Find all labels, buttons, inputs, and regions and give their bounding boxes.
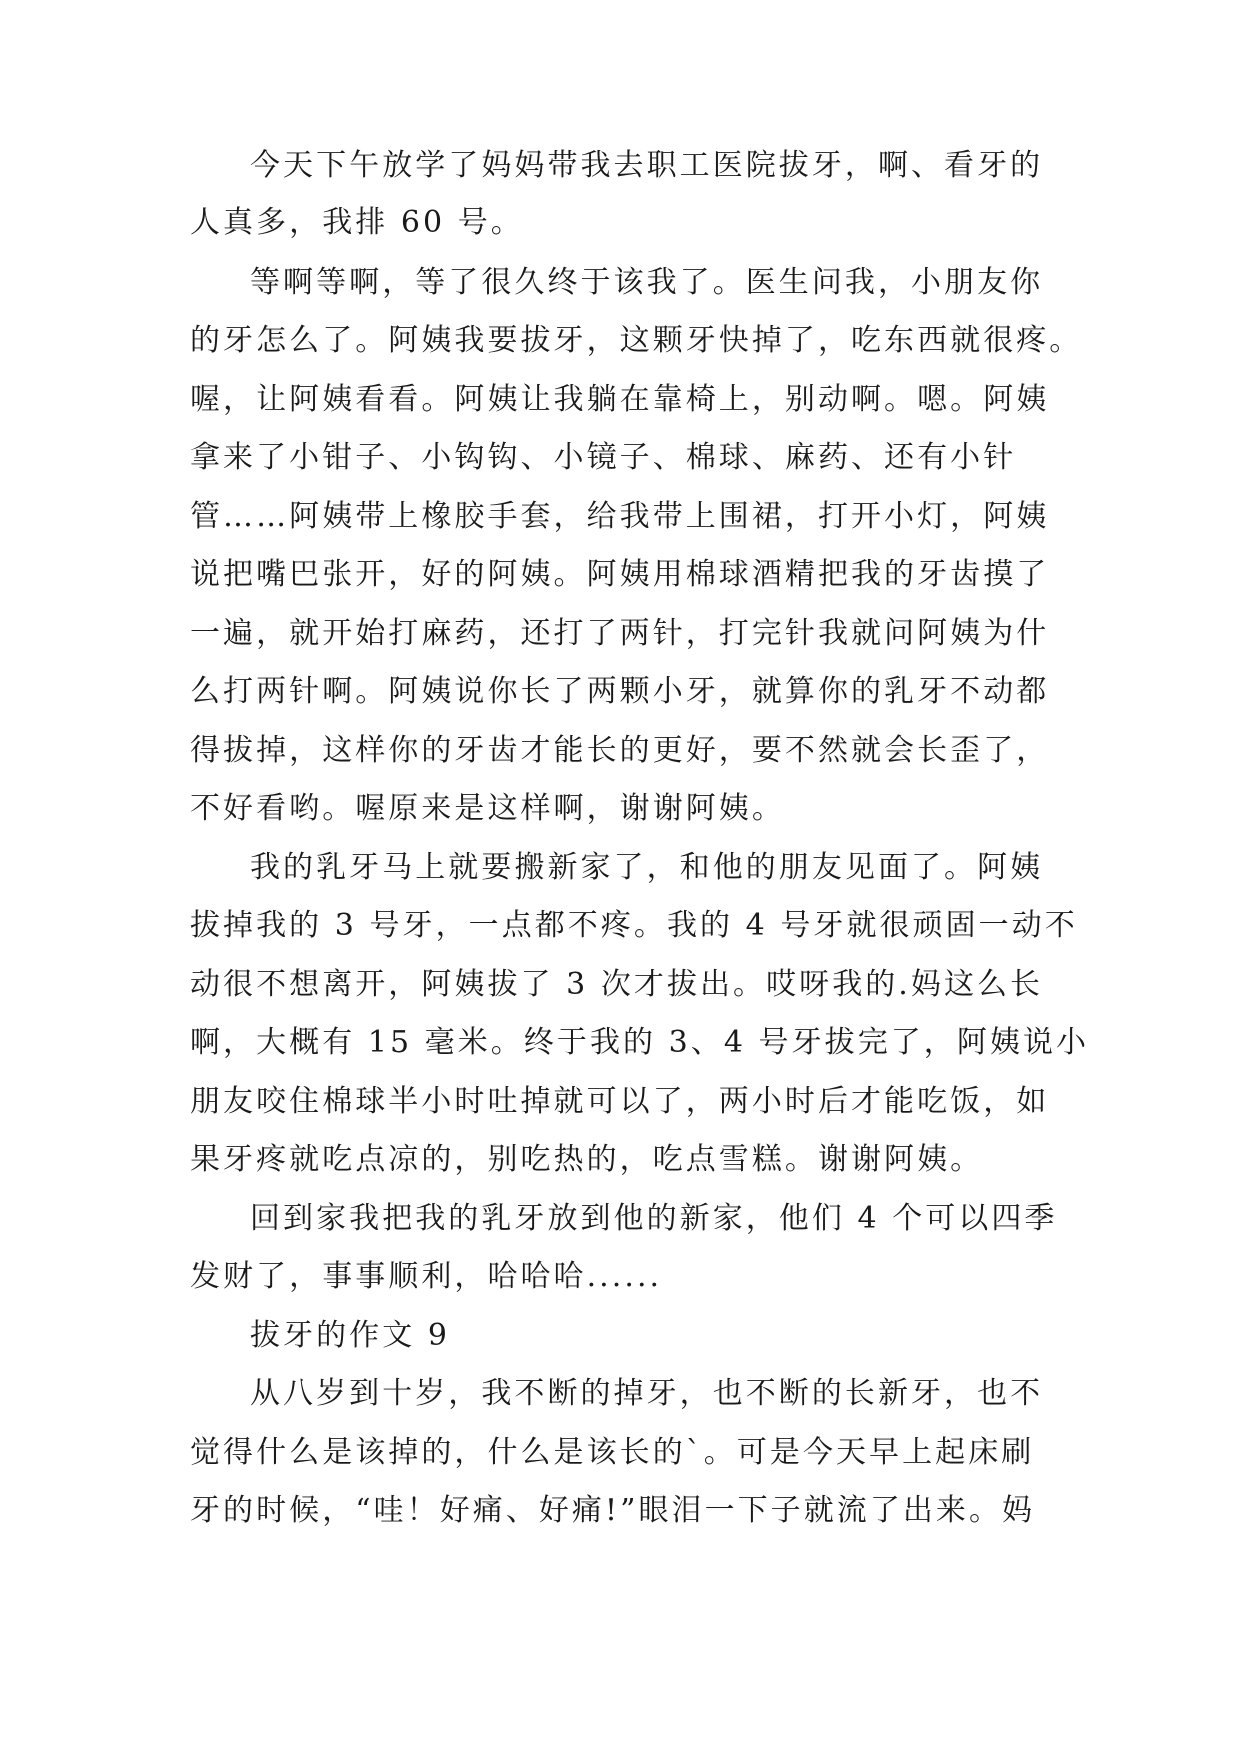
text-line: 牙的时候，“哇！好痛、好痛!”眼泪一下子就流了出来。妈 bbox=[190, 1493, 1036, 1528]
text-line: 果牙疼就吃点凉的，别吃热的，吃点雪糕。谢谢阿姨。 bbox=[190, 1142, 984, 1177]
text-line: 觉得什么是该掉的，什么是该长的`。可是今天早上起床刷 bbox=[190, 1435, 1035, 1470]
text-line: 发财了，事事顺利，哈哈哈...... bbox=[190, 1259, 663, 1294]
text-line: 人真多，我排 60 号。 bbox=[190, 205, 524, 240]
text-line: 拔掉我的 3 号牙，一点都不疼。我的 4 号牙就很顽固一动不 bbox=[190, 908, 1078, 943]
text-line: 回到家我把我的乳牙放到他的新家，他们 4 个可以四季 bbox=[250, 1201, 1058, 1236]
essay-title: 拔牙的作文 9 bbox=[250, 1318, 450, 1353]
text-line: 说把嘴巴张开，好的阿姨。阿姨用棉球酒精把我的牙齿摸了 bbox=[190, 557, 1050, 592]
text-line: 拿来了小钳子、小钩钩、小镜子、棉球、麻药、还有小针 bbox=[190, 440, 1017, 475]
text-line: 喔，让阿姨看看。阿姨让我躺在靠椅上，别动啊。嗯。阿姨 bbox=[190, 382, 1050, 417]
text-line: 啊，大概有 15 毫米。终于我的 3、4 号牙拔完了，阿姨说小 bbox=[190, 1025, 1090, 1060]
text-line: 等啊等啊，等了很久终于该我了。医生问我，小朋友你 bbox=[250, 265, 1044, 300]
text-line: 今天下午放学了妈妈带我去职工医院拔牙，啊、看牙的 bbox=[250, 148, 1044, 183]
text-line: 管……阿姨带上橡胶手套，给我带上围裙，打开小灯，阿姨 bbox=[190, 499, 1050, 534]
text-line: 动很不想离开，阿姨拔了 3 次才拔出。哎呀我的.妈这么长 bbox=[190, 967, 1044, 1002]
text-line: 得拔掉，这样你的牙齿才能长的更好，要不然就会长歪了， bbox=[190, 733, 1050, 768]
text-line: 的牙怎么了。阿姨我要拔牙，这颗牙快掉了，吃东西就很疼。 bbox=[190, 323, 1083, 358]
text-line: 从八岁到十岁，我不断的掉牙，也不断的长新牙，也不 bbox=[250, 1376, 1044, 1411]
text-line: 一遍，就开始打麻药，还打了两针，打完针我就问阿姨为什 bbox=[190, 616, 1050, 651]
text-line: 朋友咬住棉球半小时吐掉就可以了，两小时后才能吃饭，如 bbox=[190, 1084, 1050, 1119]
text-line: 不好看哟。喔原来是这样啊，谢谢阿姨。 bbox=[190, 791, 785, 826]
text-line: 我的乳牙马上就要搬新家了，和他的朋友见面了。阿姨 bbox=[250, 850, 1044, 885]
text-line: 么打两针啊。阿姨说你长了两颗小牙，就算你的乳牙不动都 bbox=[190, 674, 1050, 709]
